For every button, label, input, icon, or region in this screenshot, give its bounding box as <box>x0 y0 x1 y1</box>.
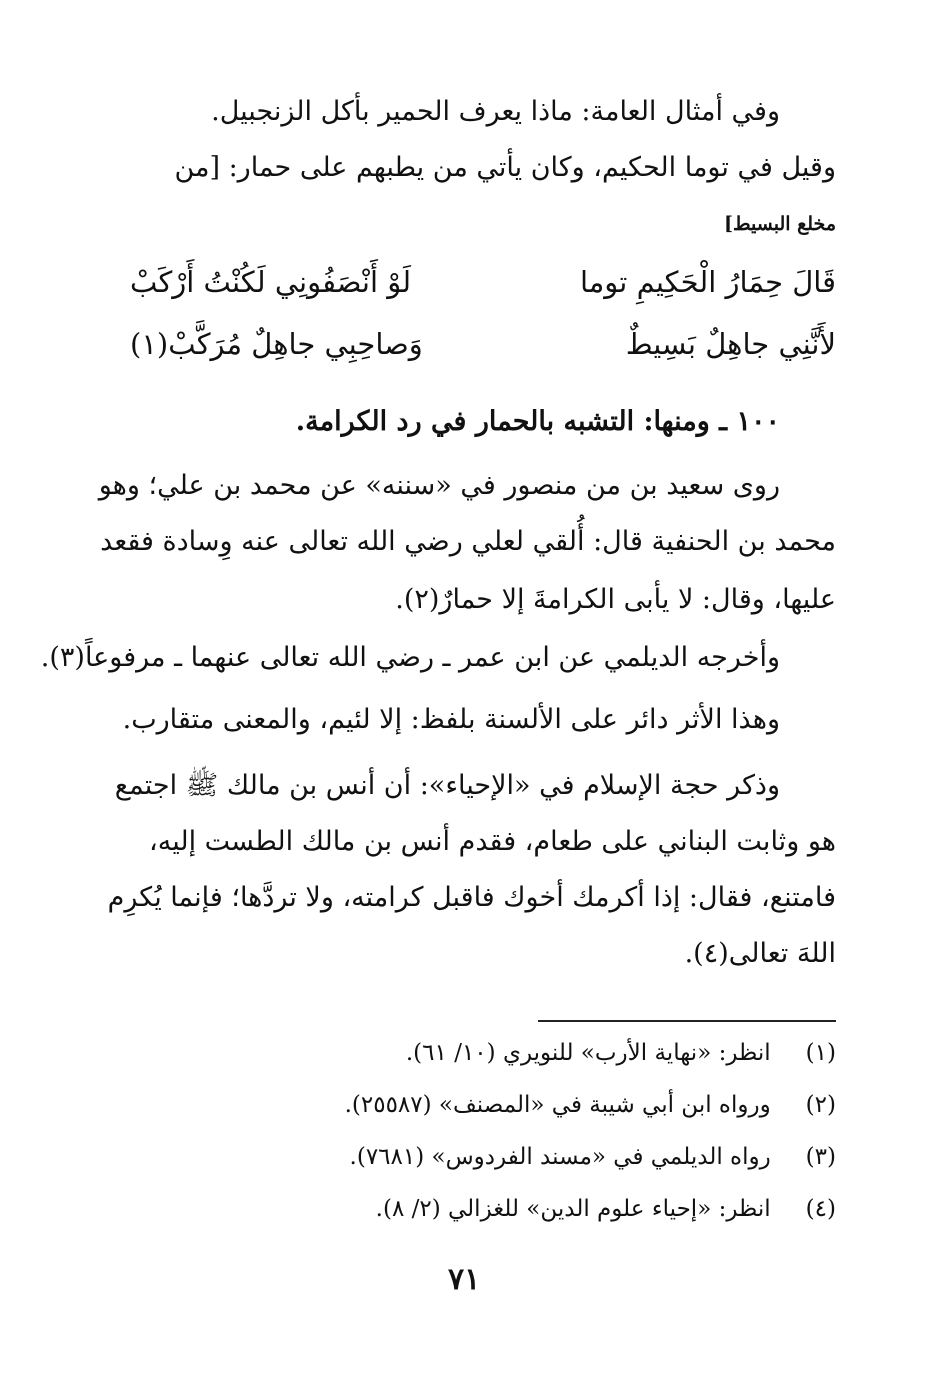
page-number: ٧١ <box>448 1262 481 1297</box>
footnote-number: (٢) <box>805 1092 836 1118</box>
verse-hemistich: قَالَ حِمَارُ الْحَكِيمِ توما <box>579 265 836 299</box>
text-line: روى سعيد بن من منصور في «سننه» عن محمد بن علي؛ وهو <box>98 470 780 501</box>
footnote <box>376 1192 836 1226</box>
footnote-text: انظر: «إحياء علوم الدين» للغزالي (٢/ ٨). <box>375 1196 771 1222</box>
text-line: وفي أمثال العامة: ماذا يعرف الحمير بأكل الزنجبيل. <box>211 96 780 127</box>
footnote-number: (١) <box>805 1040 836 1066</box>
verse-hemistich: لأَنَّنِي جاهِلٌ بَسِيطٌ <box>625 327 836 361</box>
footnote <box>406 1036 836 1070</box>
footnote-text: رواه الديلمي في «مسند الفردوس» (٧٦٨١). <box>349 1144 771 1170</box>
text-line: وقيل في توما الحكيم، وكان يأتي من يطبهم على حمار: [من <box>174 152 836 183</box>
meter-label: مخلع البسيط] <box>724 213 836 235</box>
text-line: عليها، وقال: لا يأبى الكرامةَ إلا حمارٌ(٢). <box>395 584 836 615</box>
section-heading: ١٠٠ ـ ومنها: التشبه بالحمار في رد الكرامة. <box>295 406 780 437</box>
verse-hemistich: لَوْ أَنْصَفُونِي لَكُنْتُ أَرْكَبْ <box>130 265 412 299</box>
footnote-number: (٣) <box>805 1144 836 1170</box>
text-line: وهذا الأثر دائر على الألسنة بلفظ: إلا لئيم، والمعنى متقارب. <box>122 704 780 735</box>
footnote-separator <box>538 1020 836 1022</box>
text-line: محمد بن الحنفية قال: أُلقي لعلي رضي الله تعالى عنه وِسادة فقعد <box>100 526 836 557</box>
footnote <box>350 1140 836 1174</box>
text-line: فامتنع، فقال: إذا أكرمك أخوك فاقبل كرامته، ولا تردَّها؛ فإنما يُكرِم <box>107 882 836 913</box>
text-line: هو وثابت البناني على طعام، فقدم أنس بن مالك الطست إليه، <box>149 826 836 857</box>
text-line: وأخرجه الديلمي عن ابن عمر ـ رضي الله تعالى عنهما ـ مرفوعاً(٣). <box>40 642 780 673</box>
text-line: وذكر حجة الإسلام في «الإحياء»: أن أنس بن مالك ﷺ اجتمع <box>114 770 780 801</box>
footnote-text: انظر: «نهاية الأرب» للنويري (١٠/ ٦١). <box>405 1040 771 1066</box>
verse-hemistich: وَصاحِبِي جاهِلٌ مُرَكَّبْ(١) <box>130 327 423 361</box>
text-line: اللهَ تعالى(٤). <box>684 938 836 969</box>
footnote <box>345 1088 836 1122</box>
footnote-text: ورواه ابن أبي شيبة في «المصنف» (٢٥٥٨٧). <box>344 1092 771 1118</box>
footnote-number: (٤) <box>805 1196 836 1222</box>
